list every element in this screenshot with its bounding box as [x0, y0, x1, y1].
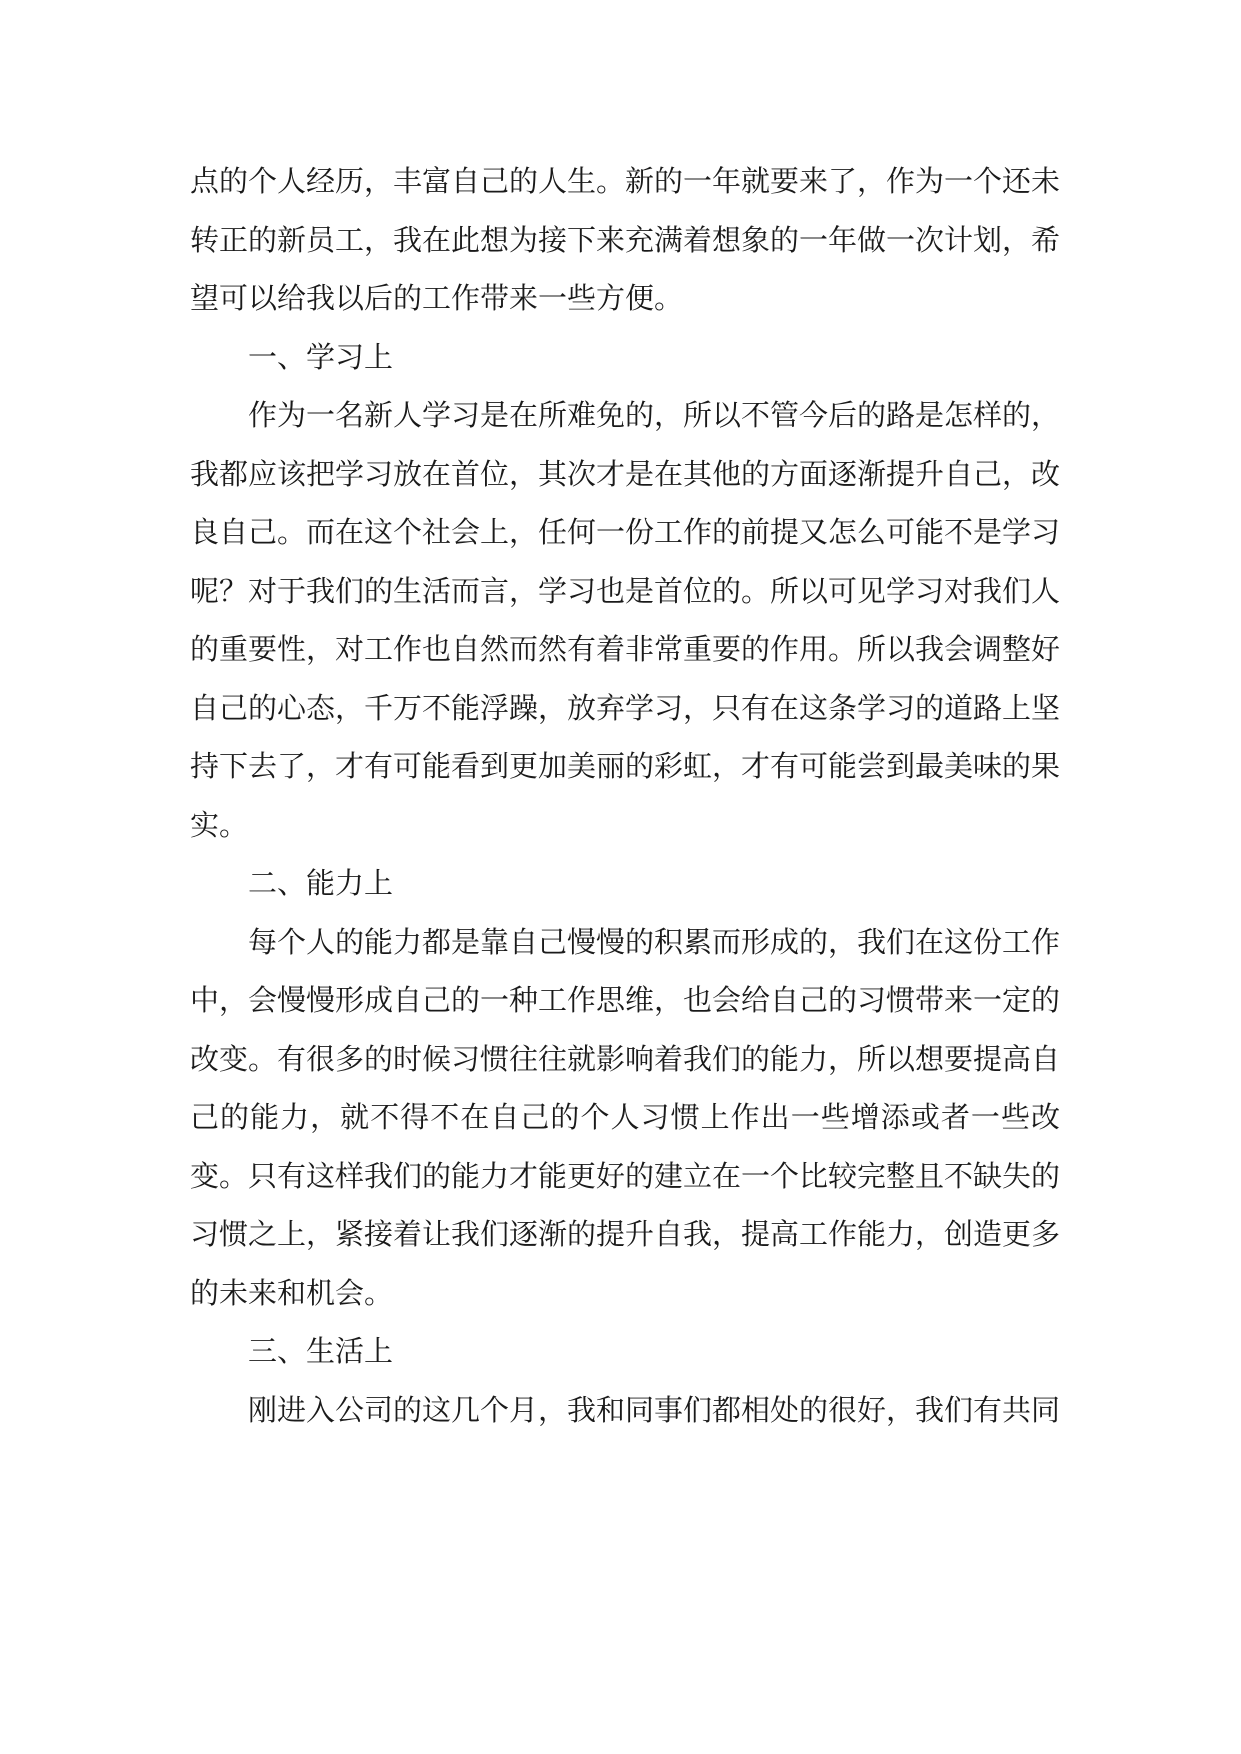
paragraph-life: 刚进入公司的这几个月，我和同事们都相处的很好，我们有共同 [248, 1392, 1061, 1427]
paragraph-intro-continuation: 点的个人经历，丰富自己的人生。新的一年就要来了，作为一个还未转正的新员工，我在此想为接下来充满着想象的一年做一次计划，希望可以给我以后的工作带来一些方便。 [190, 164, 1061, 315]
paragraph-study: 作为一名新人学习是在所难免的，所以不管今后的路是怎样的，我都应该把学习放在首位，其次才是在其他的方面逐渐提升自己，改良自己。而在这个社会上，任何一份工作的前提又怎么可能不是学习呢？对于我们的生活而言，学习也是首位的。所以可见学习对我们人的重要性，对工作也自然而然有着非常重要的作用。所以我会调整好自己的心态，千万不能浮躁，放弃学习，只有在这条学习的道路上坚持下去了，才有可能看到更加美丽的彩虹，才有可能尝到最美味的果实。 [190, 398, 1061, 842]
section-heading-ability: 二、能力上 [248, 866, 394, 900]
section-heading-life: 三、生活上 [248, 1334, 394, 1368]
document-body [190, 152, 1060, 1439]
section-heading-study: 一、学习上 [248, 339, 394, 374]
paragraph-ability: 每个人的能力都是靠自己慢慢的积累而形成的，我们在这份工作中，会慢慢形成自己的一种工作思维，也会给自己的习惯带来一定的改变。有很多的时候习惯往往就影响着我们的能力，所以想要提高自己的能力，就不得不在自己的个人习惯上作出一些增添或者一些改变。只有这样我们的能力才能更好的建立在一个比较完整且不缺失的习惯之上，紧接着让我们逐渐的提升自我，提高工作能力，创造更多的未来和机会。 [190, 924, 1061, 1310]
